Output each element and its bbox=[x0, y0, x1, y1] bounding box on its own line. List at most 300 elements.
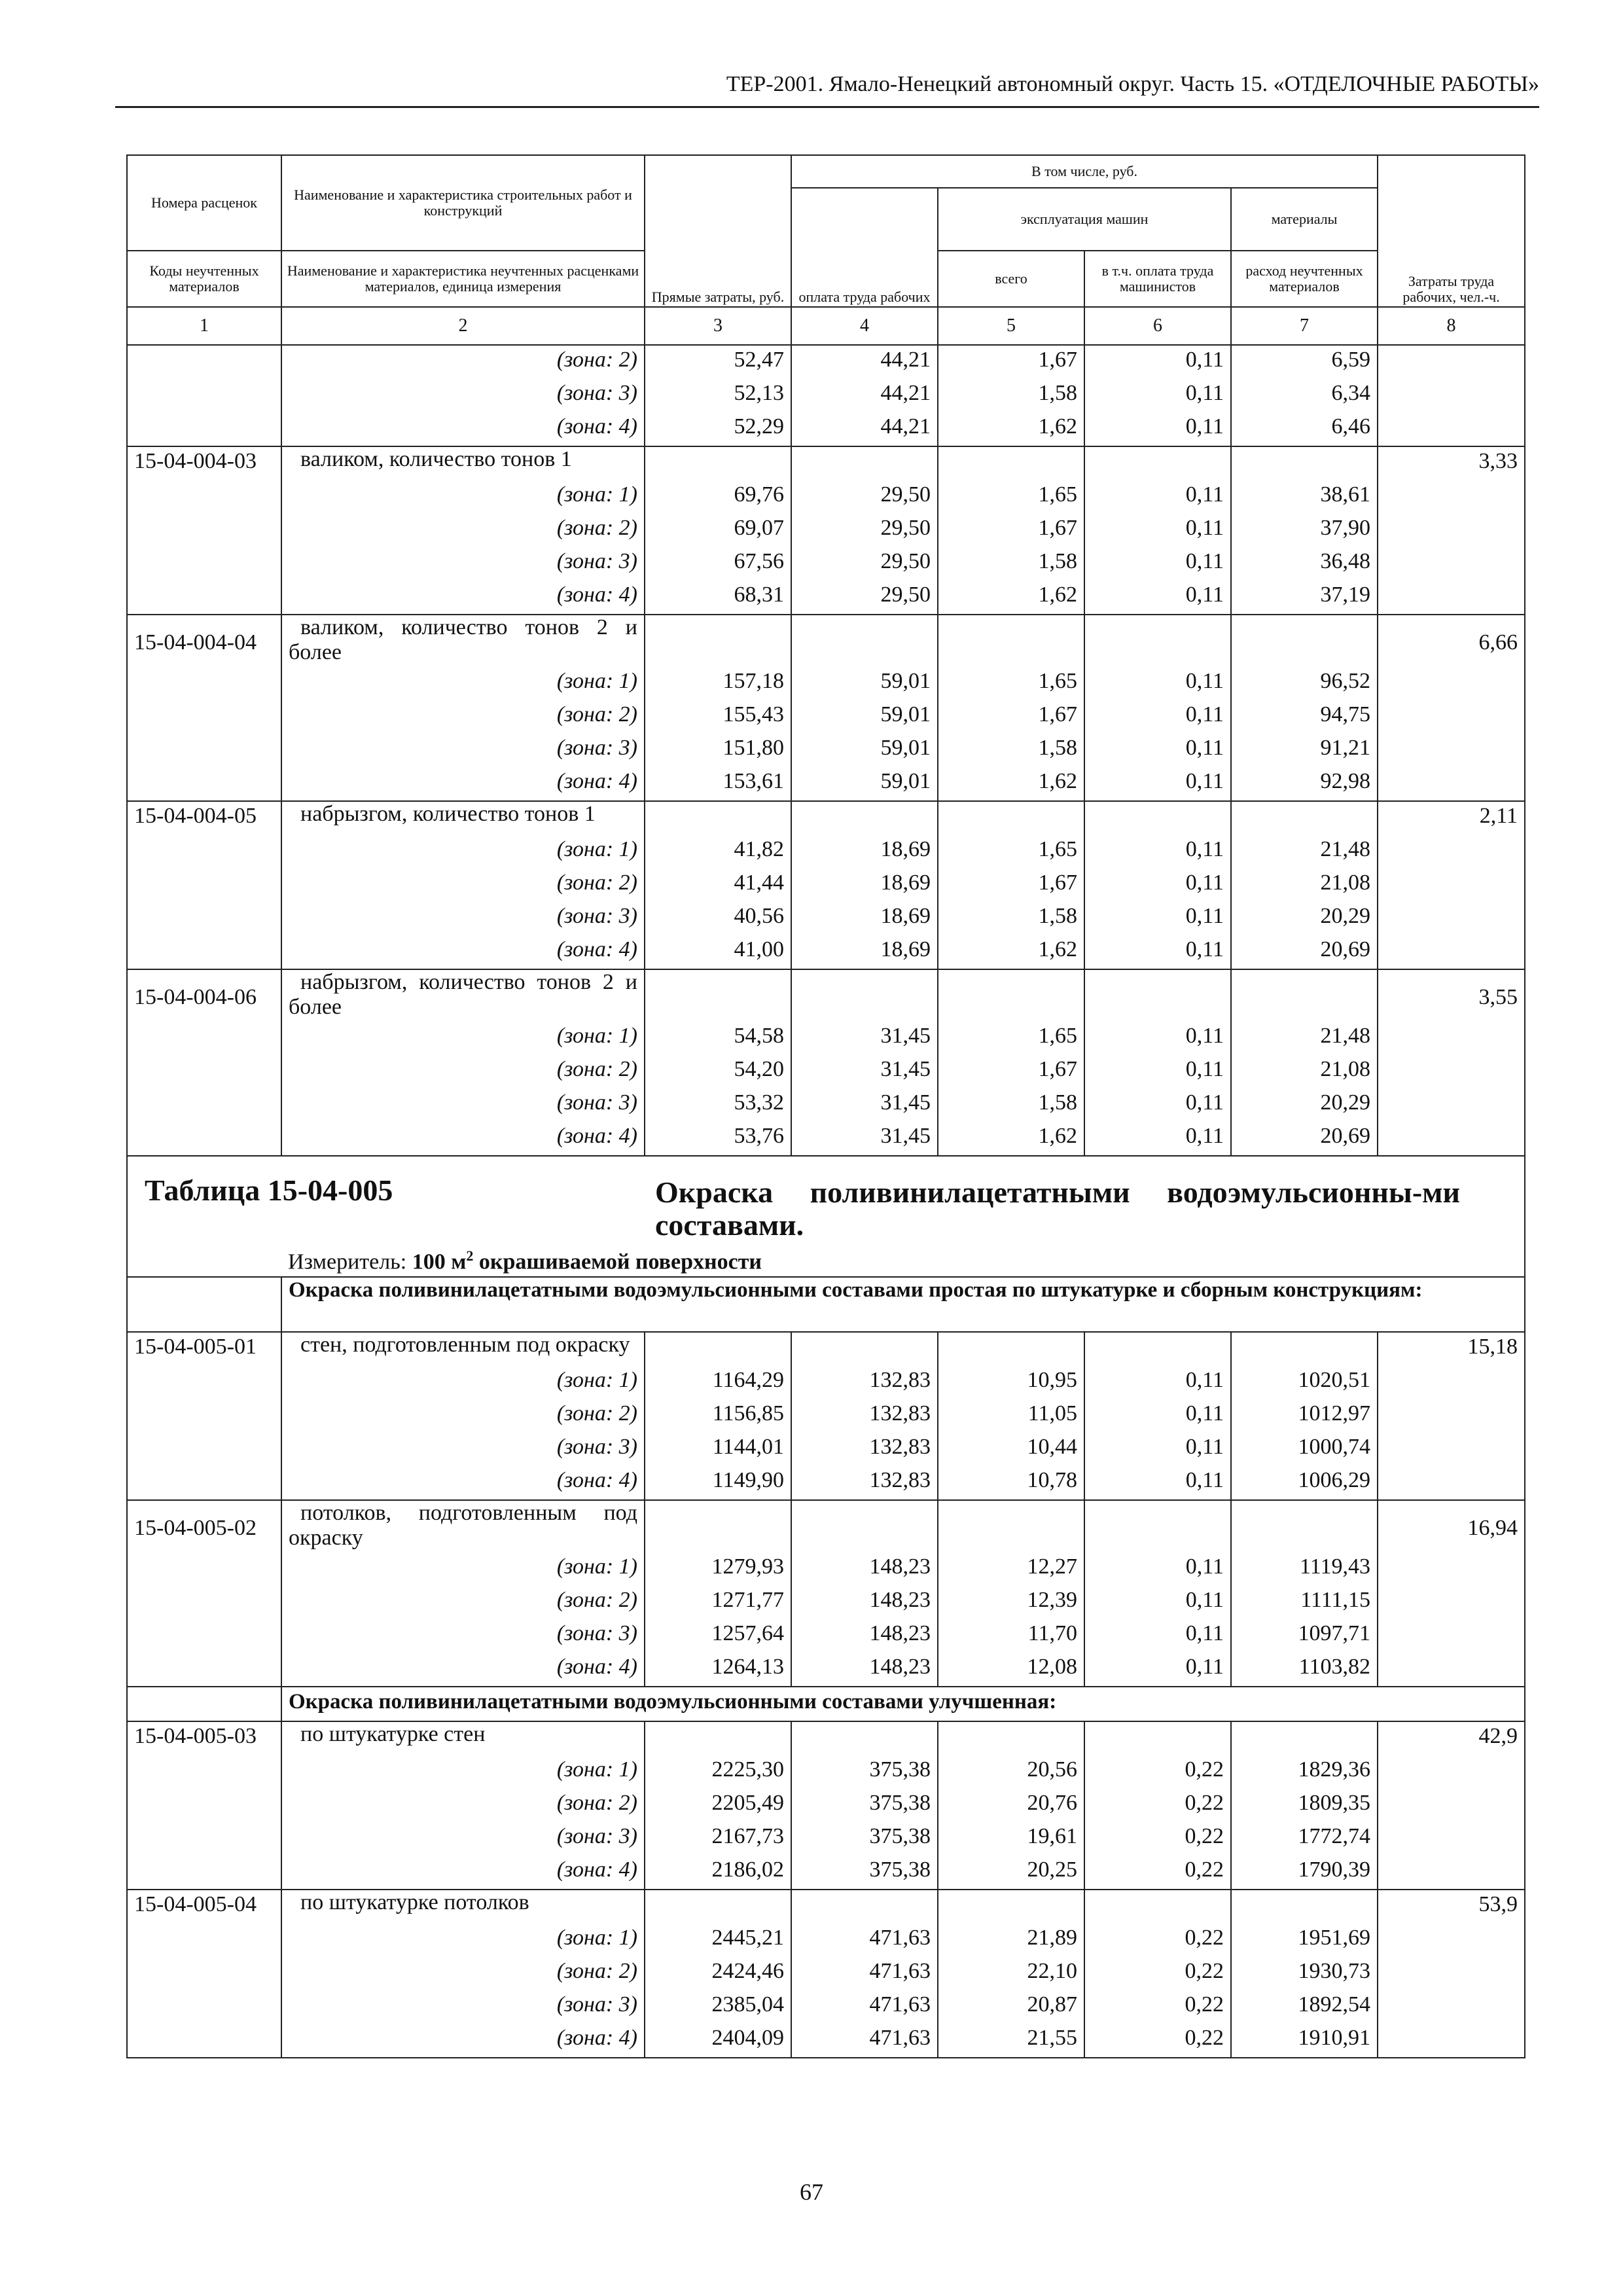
zone-label: (зона: 2) bbox=[281, 514, 645, 547]
col-header-in-total: В том числе, руб. bbox=[791, 155, 1378, 188]
materials-cost: 1772,74 bbox=[1231, 1822, 1378, 1856]
empty-cell bbox=[1084, 1890, 1231, 1924]
worker-pay: 59,01 bbox=[791, 734, 938, 767]
zone-row bbox=[127, 869, 1525, 902]
direct-cost: 52,29 bbox=[645, 412, 791, 446]
zone-row bbox=[127, 412, 1525, 446]
empty-cell bbox=[1378, 581, 1525, 615]
machines-total: 1,62 bbox=[938, 935, 1084, 969]
zone-label: (зона: 2) bbox=[281, 1789, 645, 1822]
empty-cell bbox=[1378, 835, 1525, 869]
zone-row bbox=[127, 1619, 1525, 1653]
materials-cost: 20,29 bbox=[1231, 902, 1378, 935]
empty-cell bbox=[1084, 1500, 1231, 1552]
machines-total: 20,56 bbox=[938, 1755, 1084, 1789]
empty-cell bbox=[1378, 1822, 1525, 1856]
materials-cost: 36,48 bbox=[1231, 547, 1378, 581]
col-header-4: оплата труда рабочих bbox=[791, 188, 938, 307]
zone-row bbox=[127, 1586, 1525, 1619]
materials-cost: 1020,51 bbox=[1231, 1366, 1378, 1399]
section-simple: Окраска поливинилацетатными водоэмульсионными составами простая по штукатурке и сборным конструкциям: bbox=[281, 1277, 1525, 1332]
meter-value: 100 м bbox=[412, 1249, 467, 1274]
empty-cell bbox=[127, 1822, 281, 1856]
worker-pay: 44,21 bbox=[791, 345, 938, 379]
machines-total: 20,25 bbox=[938, 1856, 1084, 1890]
zone-row bbox=[127, 1789, 1525, 1822]
labor-cost: 3,55 bbox=[1378, 969, 1525, 1022]
zone-label: (зона: 1) bbox=[281, 835, 645, 869]
empty-cell bbox=[938, 446, 1084, 480]
empty-cell bbox=[938, 801, 1084, 835]
materials-cost: 38,61 bbox=[1231, 480, 1378, 514]
worker-pay: 375,38 bbox=[791, 1755, 938, 1789]
machinist-pay: 0,22 bbox=[1084, 1957, 1231, 1990]
direct-cost: 157,18 bbox=[645, 667, 791, 700]
empty-cell bbox=[1378, 1552, 1525, 1586]
empty-cell bbox=[938, 1332, 1084, 1366]
zone-row bbox=[127, 1433, 1525, 1466]
machinist-pay: 0,11 bbox=[1084, 1433, 1231, 1466]
worker-pay: 31,45 bbox=[791, 1055, 938, 1088]
materials-cost: 37,90 bbox=[1231, 514, 1378, 547]
empty-cell bbox=[127, 1399, 281, 1433]
col-number: 7 bbox=[1231, 307, 1378, 345]
machinist-pay: 0,11 bbox=[1084, 1055, 1231, 1088]
direct-cost: 1164,29 bbox=[645, 1366, 791, 1399]
materials-cost: 96,52 bbox=[1231, 667, 1378, 700]
zone-label: (зона: 4) bbox=[281, 412, 645, 446]
empty-cell bbox=[1378, 480, 1525, 514]
worker-pay: 132,83 bbox=[791, 1366, 938, 1399]
zone-label: (зона: 1) bbox=[281, 1924, 645, 1957]
col-number: 1 bbox=[127, 307, 281, 345]
machines-total: 1,58 bbox=[938, 902, 1084, 935]
empty-cell bbox=[1378, 1366, 1525, 1399]
rate-name: валиком, количество тонов 1 bbox=[281, 446, 645, 480]
rate-code: 15-04-004-04 bbox=[127, 615, 281, 667]
machines-total: 1,67 bbox=[938, 514, 1084, 547]
machines-total: 11,05 bbox=[938, 1399, 1084, 1433]
materials-cost: 1892,54 bbox=[1231, 1990, 1378, 2024]
worker-pay: 59,01 bbox=[791, 700, 938, 734]
col-number: 2 bbox=[281, 307, 645, 345]
materials-cost: 1119,43 bbox=[1231, 1552, 1378, 1586]
machines-total: 12,39 bbox=[938, 1586, 1084, 1619]
zone-row bbox=[127, 935, 1525, 969]
empty-cell bbox=[791, 615, 938, 667]
empty-cell bbox=[938, 1500, 1084, 1552]
machinist-pay: 0,11 bbox=[1084, 734, 1231, 767]
direct-cost: 41,44 bbox=[645, 869, 791, 902]
machines-total: 1,65 bbox=[938, 835, 1084, 869]
materials-cost: 21,08 bbox=[1231, 869, 1378, 902]
worker-pay: 471,63 bbox=[791, 1957, 938, 1990]
zone-row bbox=[127, 514, 1525, 547]
materials-cost: 92,98 bbox=[1231, 767, 1378, 801]
machinist-pay: 0,11 bbox=[1084, 379, 1231, 412]
rate-name: набрызгом, количество тонов 1 bbox=[281, 801, 645, 835]
empty-cell bbox=[1378, 869, 1525, 902]
empty-cell bbox=[791, 1721, 938, 1755]
worker-pay: 18,69 bbox=[791, 935, 938, 969]
machines-total: 1,62 bbox=[938, 581, 1084, 615]
direct-cost: 54,20 bbox=[645, 1055, 791, 1088]
empty-cell bbox=[127, 902, 281, 935]
empty-cell bbox=[1084, 801, 1231, 835]
direct-cost: 2404,09 bbox=[645, 2024, 791, 2058]
machinist-pay: 0,11 bbox=[1084, 767, 1231, 801]
empty-cell bbox=[127, 1990, 281, 2024]
empty-cell bbox=[127, 1755, 281, 1789]
empty-cell bbox=[1378, 700, 1525, 734]
empty-cell bbox=[127, 2024, 281, 2058]
zone-row bbox=[127, 1022, 1525, 1055]
empty-cell bbox=[1378, 935, 1525, 969]
rate-name: набрызгом, количество тонов 2 и более bbox=[281, 969, 645, 1022]
empty-cell bbox=[127, 1653, 281, 1687]
direct-cost: 52,47 bbox=[645, 345, 791, 379]
empty-cell bbox=[1378, 1856, 1525, 1890]
empty-cell bbox=[127, 581, 281, 615]
empty-cell bbox=[127, 1957, 281, 1990]
empty-cell bbox=[1378, 667, 1525, 700]
page-number: 67 bbox=[800, 2179, 823, 2205]
machinist-pay: 0,22 bbox=[1084, 1822, 1231, 1856]
machinist-pay: 0,11 bbox=[1084, 480, 1231, 514]
empty-cell bbox=[645, 969, 791, 1022]
zone-label: (зона: 2) bbox=[281, 1055, 645, 1088]
col-number: 8 bbox=[1378, 307, 1525, 345]
machinist-pay: 0,11 bbox=[1084, 935, 1231, 969]
empty-cell bbox=[1084, 615, 1231, 667]
zone-label: (зона: 4) bbox=[281, 1653, 645, 1687]
zone-label: (зона: 3) bbox=[281, 379, 645, 412]
empty-cell bbox=[1378, 1586, 1525, 1619]
zone-label: (зона: 3) bbox=[281, 1619, 645, 1653]
direct-cost: 1271,77 bbox=[645, 1586, 791, 1619]
empty-cell bbox=[127, 1924, 281, 1957]
col-header-6: в т.ч. оплата труда машинистов bbox=[1084, 251, 1231, 307]
machines-total: 12,27 bbox=[938, 1552, 1084, 1586]
zone-label: (зона: 2) bbox=[281, 1586, 645, 1619]
empty-cell bbox=[127, 869, 281, 902]
machines-total: 20,76 bbox=[938, 1789, 1084, 1822]
empty-cell bbox=[1084, 446, 1231, 480]
labor-cost: 6,66 bbox=[1378, 615, 1525, 667]
zone-row bbox=[127, 1653, 1525, 1687]
worker-pay: 31,45 bbox=[791, 1088, 938, 1122]
materials-cost: 1000,74 bbox=[1231, 1433, 1378, 1466]
machines-total: 1,67 bbox=[938, 1055, 1084, 1088]
machines-total: 1,58 bbox=[938, 1088, 1084, 1122]
empty-cell bbox=[127, 835, 281, 869]
empty-cell bbox=[127, 767, 281, 801]
machinist-pay: 0,11 bbox=[1084, 581, 1231, 615]
rate-code: 15-04-005-01 bbox=[127, 1332, 281, 1366]
machinist-pay: 0,11 bbox=[1084, 667, 1231, 700]
machinist-pay: 0,11 bbox=[1084, 1619, 1231, 1653]
empty-cell bbox=[791, 1500, 938, 1552]
worker-pay: 31,45 bbox=[791, 1122, 938, 1156]
col-header-machines: эксплуатация машин bbox=[938, 188, 1231, 251]
zone-row bbox=[127, 581, 1525, 615]
machines-total: 1,65 bbox=[938, 667, 1084, 700]
col-header-3: Прямые затраты, руб. bbox=[645, 155, 791, 307]
zone-row bbox=[127, 1552, 1525, 1586]
empty-cell bbox=[1378, 1399, 1525, 1433]
machines-total: 1,67 bbox=[938, 869, 1084, 902]
zone-label: (зона: 2) bbox=[281, 1399, 645, 1433]
worker-pay: 18,69 bbox=[791, 902, 938, 935]
machines-total: 12,08 bbox=[938, 1653, 1084, 1687]
empty-cell bbox=[127, 1856, 281, 1890]
machinist-pay: 0,11 bbox=[1084, 514, 1231, 547]
materials-cost: 1829,36 bbox=[1231, 1755, 1378, 1789]
table-005-name: Окраска поливинилацетатными водоэмульсионны-ми составами. bbox=[655, 1175, 1460, 1242]
zone-label: (зона: 3) bbox=[281, 734, 645, 767]
meter-rest: окрашиваемой поверхности bbox=[478, 1249, 762, 1274]
machinist-pay: 0,22 bbox=[1084, 1924, 1231, 1957]
empty-cell bbox=[645, 1332, 791, 1366]
labor-cost: 16,94 bbox=[1378, 1500, 1525, 1552]
worker-pay: 471,63 bbox=[791, 2024, 938, 2058]
zone-row bbox=[127, 547, 1525, 581]
machinist-pay: 0,11 bbox=[1084, 835, 1231, 869]
machinist-pay: 0,11 bbox=[1084, 345, 1231, 379]
zone-row bbox=[127, 1822, 1525, 1856]
col-number: 6 bbox=[1084, 307, 1231, 345]
materials-cost: 1809,35 bbox=[1231, 1789, 1378, 1822]
worker-pay: 471,63 bbox=[791, 1990, 938, 2024]
empty-cell bbox=[1378, 379, 1525, 412]
empty-cell bbox=[1231, 969, 1378, 1022]
empty-cell bbox=[1378, 902, 1525, 935]
machines-total: 10,44 bbox=[938, 1433, 1084, 1466]
worker-pay: 132,83 bbox=[791, 1466, 938, 1500]
machines-total: 1,58 bbox=[938, 734, 1084, 767]
empty-cell bbox=[938, 1721, 1084, 1755]
direct-cost: 52,13 bbox=[645, 379, 791, 412]
materials-cost: 6,59 bbox=[1231, 345, 1378, 379]
direct-cost: 2205,49 bbox=[645, 1789, 791, 1822]
empty-cell bbox=[127, 1789, 281, 1822]
col-header-8: Затраты труда рабочих, чел.-ч. bbox=[1378, 155, 1525, 307]
empty-cell bbox=[1231, 1721, 1378, 1755]
rows-004 bbox=[127, 345, 1525, 1156]
empty-cell bbox=[127, 935, 281, 969]
empty-cell bbox=[938, 615, 1084, 667]
empty-cell bbox=[1231, 446, 1378, 480]
direct-cost: 53,32 bbox=[645, 1088, 791, 1122]
rate-name: по штукатурке потолков bbox=[281, 1890, 645, 1924]
direct-cost: 69,76 bbox=[645, 480, 791, 514]
rate-row bbox=[127, 446, 1525, 480]
machinist-pay: 0,11 bbox=[1084, 1022, 1231, 1055]
empty-cell bbox=[938, 969, 1084, 1022]
worker-pay: 148,23 bbox=[791, 1653, 938, 1687]
machinist-pay: 0,22 bbox=[1084, 1755, 1231, 1789]
empty-cell bbox=[127, 547, 281, 581]
machinist-pay: 0,11 bbox=[1084, 547, 1231, 581]
machinist-pay: 0,11 bbox=[1084, 412, 1231, 446]
empty-cell bbox=[127, 1366, 281, 1399]
zone-row bbox=[127, 1755, 1525, 1789]
machines-total: 1,58 bbox=[938, 547, 1084, 581]
rate-code: 15-04-004-03 bbox=[127, 446, 281, 480]
empty-cell bbox=[1231, 1500, 1378, 1552]
direct-cost: 40,56 bbox=[645, 902, 791, 935]
empty-cell bbox=[645, 801, 791, 835]
machinist-pay: 0,11 bbox=[1084, 1399, 1231, 1433]
rate-code: 15-04-004-06 bbox=[127, 969, 281, 1022]
col-header-2a: Наименование и характеристика строительных работ и конструкций bbox=[281, 155, 645, 251]
col-header-1a: Номера расценок bbox=[127, 155, 281, 251]
empty-cell bbox=[1378, 1789, 1525, 1822]
empty-cell bbox=[127, 1122, 281, 1156]
empty-cell bbox=[1378, 345, 1525, 379]
worker-pay: 29,50 bbox=[791, 581, 938, 615]
empty-cell bbox=[1231, 615, 1378, 667]
col-header-7: расход неучтенных материалов bbox=[1231, 251, 1378, 307]
zone-row bbox=[127, 1122, 1525, 1156]
worker-pay: 375,38 bbox=[791, 1856, 938, 1890]
worker-pay: 148,23 bbox=[791, 1619, 938, 1653]
running-header: ТЕР-2001. Ямало-Ненецкий автономный округ. Часть 15. «ОТДЕЛОЧНЫЕ РАБОТЫ» bbox=[726, 72, 1539, 96]
zone-label: (зона: 2) bbox=[281, 700, 645, 734]
empty-cell bbox=[1378, 2024, 1525, 2058]
zone-row bbox=[127, 667, 1525, 700]
worker-pay: 59,01 bbox=[791, 667, 938, 700]
empty-cell bbox=[127, 1466, 281, 1500]
worker-pay: 59,01 bbox=[791, 767, 938, 801]
machines-total: 19,61 bbox=[938, 1822, 1084, 1856]
zone-row bbox=[127, 345, 1525, 379]
empty-cell bbox=[127, 1552, 281, 1586]
zone-row bbox=[127, 1055, 1525, 1088]
zone-label: (зона: 4) bbox=[281, 581, 645, 615]
materials-cost: 21,48 bbox=[1231, 835, 1378, 869]
meter-sup: 2 bbox=[466, 1247, 474, 1264]
rows-005-improved bbox=[127, 1721, 1525, 2058]
empty-cell bbox=[1378, 734, 1525, 767]
empty-cell bbox=[127, 514, 281, 547]
worker-pay: 148,23 bbox=[791, 1552, 938, 1586]
empty-cell bbox=[127, 1586, 281, 1619]
direct-cost: 67,56 bbox=[645, 547, 791, 581]
materials-cost: 1790,39 bbox=[1231, 1856, 1378, 1890]
zone-label: (зона: 2) bbox=[281, 345, 645, 379]
table-005-header bbox=[127, 1156, 1525, 1332]
empty-cell bbox=[645, 446, 791, 480]
direct-cost: 2385,04 bbox=[645, 1990, 791, 2024]
zone-row bbox=[127, 2024, 1525, 2058]
machines-total: 21,55 bbox=[938, 2024, 1084, 2058]
zone-label: (зона: 1) bbox=[281, 1022, 645, 1055]
labor-cost: 42,9 bbox=[1378, 1721, 1525, 1755]
machines-total: 1,67 bbox=[938, 345, 1084, 379]
zone-row bbox=[127, 1366, 1525, 1399]
labor-cost: 3,33 bbox=[1378, 446, 1525, 480]
materials-cost: 6,34 bbox=[1231, 379, 1378, 412]
worker-pay: 375,38 bbox=[791, 1789, 938, 1822]
empty-cell bbox=[1378, 412, 1525, 446]
materials-cost: 20,69 bbox=[1231, 935, 1378, 969]
empty-cell bbox=[645, 1890, 791, 1924]
zone-row bbox=[127, 1088, 1525, 1122]
direct-cost: 1264,13 bbox=[645, 1653, 791, 1687]
machinist-pay: 0,11 bbox=[1084, 1466, 1231, 1500]
direct-cost: 41,82 bbox=[645, 835, 791, 869]
empty-cell bbox=[645, 1721, 791, 1755]
machinist-pay: 0,22 bbox=[1084, 2024, 1231, 2058]
machines-total: 10,78 bbox=[938, 1466, 1084, 1500]
rate-code: 15-04-005-04 bbox=[127, 1890, 281, 1924]
materials-cost: 1910,91 bbox=[1231, 2024, 1378, 2058]
direct-cost: 2186,02 bbox=[645, 1856, 791, 1890]
col-number: 5 bbox=[938, 307, 1084, 345]
empty-cell bbox=[791, 1890, 938, 1924]
labor-cost: 15,18 bbox=[1378, 1332, 1525, 1366]
direct-cost: 69,07 bbox=[645, 514, 791, 547]
col-header-materials: материалы bbox=[1231, 188, 1378, 251]
zone-label: (зона: 3) bbox=[281, 1433, 645, 1466]
materials-cost: 1951,69 bbox=[1231, 1924, 1378, 1957]
col-number: 4 bbox=[791, 307, 938, 345]
empty-cell bbox=[1378, 1433, 1525, 1466]
materials-cost: 21,08 bbox=[1231, 1055, 1378, 1088]
zone-label: (зона: 4) bbox=[281, 1122, 645, 1156]
machinist-pay: 0,11 bbox=[1084, 1122, 1231, 1156]
machines-total: 21,89 bbox=[938, 1924, 1084, 1957]
direct-cost: 153,61 bbox=[645, 767, 791, 801]
machines-total: 1,62 bbox=[938, 412, 1084, 446]
meter-label: Измеритель: bbox=[288, 1249, 407, 1274]
zone-label: (зона: 3) bbox=[281, 1088, 645, 1122]
machinist-pay: 0,22 bbox=[1084, 1789, 1231, 1822]
direct-cost: 2424,46 bbox=[645, 1957, 791, 1990]
empty-cell bbox=[1378, 1055, 1525, 1088]
rate-row bbox=[127, 969, 1525, 1022]
zone-label: (зона: 1) bbox=[281, 1755, 645, 1789]
machinist-pay: 0,11 bbox=[1084, 1552, 1231, 1586]
materials-cost: 1006,29 bbox=[1231, 1466, 1378, 1500]
rate-row bbox=[127, 1721, 1525, 1755]
empty-cell bbox=[1231, 801, 1378, 835]
direct-cost: 2225,30 bbox=[645, 1755, 791, 1789]
machines-total: 1,62 bbox=[938, 1122, 1084, 1156]
materials-cost: 1111,15 bbox=[1231, 1586, 1378, 1619]
rate-name: по штукатурке стен bbox=[281, 1721, 645, 1755]
rate-row bbox=[127, 1500, 1525, 1552]
zone-label: (зона: 2) bbox=[281, 1957, 645, 1990]
zone-label: (зона: 3) bbox=[281, 1822, 645, 1856]
rate-row bbox=[127, 615, 1525, 667]
zone-row bbox=[127, 1466, 1525, 1500]
empty-cell bbox=[1378, 1022, 1525, 1055]
empty-cell bbox=[938, 1890, 1084, 1924]
rate-code: 15-04-005-02 bbox=[127, 1500, 281, 1552]
zone-row bbox=[127, 480, 1525, 514]
empty-cell bbox=[1378, 514, 1525, 547]
worker-pay: 44,21 bbox=[791, 412, 938, 446]
empty-cell bbox=[127, 1433, 281, 1466]
zone-label: (зона: 1) bbox=[281, 1552, 645, 1586]
materials-cost: 20,29 bbox=[1231, 1088, 1378, 1122]
section-improved: Окраска поливинилацетатными водоэмульсионными составами улучшенная: bbox=[281, 1687, 1525, 1721]
worker-pay: 471,63 bbox=[791, 1924, 938, 1957]
empty-cell bbox=[127, 667, 281, 700]
machinist-pay: 0,11 bbox=[1084, 902, 1231, 935]
